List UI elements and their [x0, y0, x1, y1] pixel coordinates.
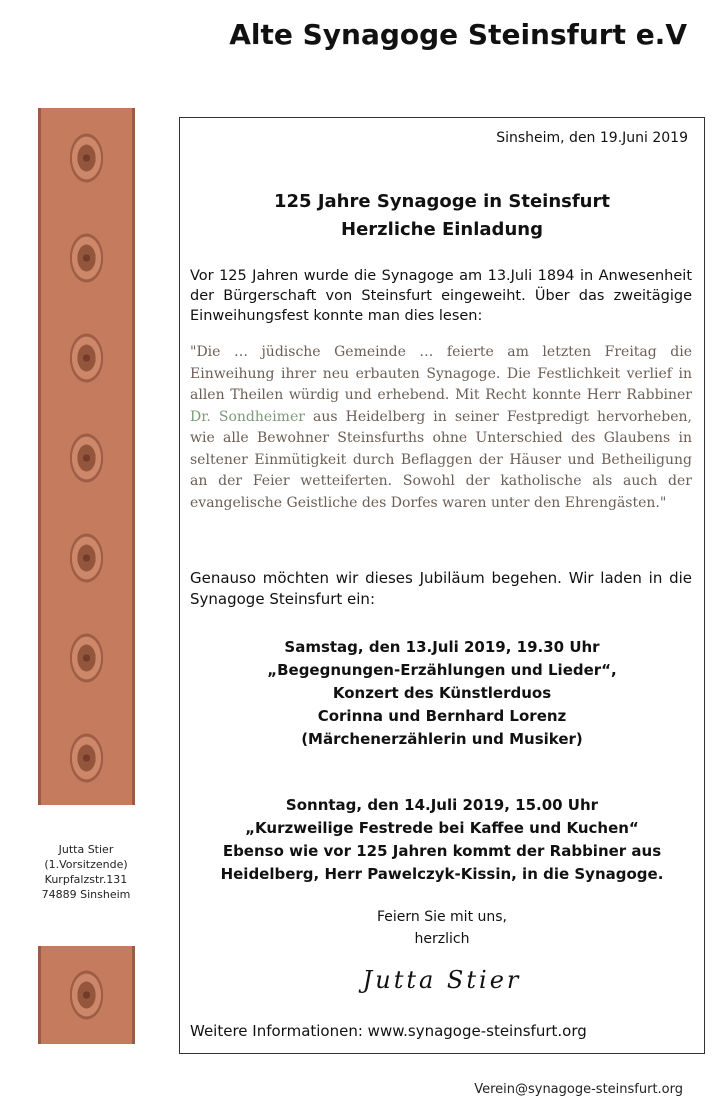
- event-saturday: [180, 636, 704, 751]
- event-line: Konzert des Künstlerduos: [332, 684, 552, 702]
- closing-line-2: herzlich: [414, 931, 470, 947]
- quote-highlight-name: Dr. Sondheimer: [190, 408, 305, 425]
- event-line: „Kurzweilige Festrede bei Kaffee und Kuchen“: [245, 819, 639, 837]
- invitation-paragraph: Genauso möchten wir dieses Jubiläum begehen. Wir laden in die Synagoge Steinsfurt ein:: [190, 569, 692, 608]
- event-line: Ebenso wie vor 125 Jahren kommt der Rabbiner aus: [222, 842, 662, 860]
- contact-street: Kurpfalzstr.131: [44, 873, 128, 886]
- closing-line-1: Feiern Sie mit uns,: [376, 909, 508, 925]
- heading-line-1: 125 Jahre Synagoge in Steinsfurt: [274, 191, 610, 212]
- letter-box: [179, 117, 705, 1054]
- contact-city: 74889 Sinsheim: [41, 888, 131, 901]
- intro-paragraph: Vor 125 Jahren wurde die Synagoge am 13.Juli 1894 in Anwesenheit der Bürgerschaft von Steinsfurt eingeweiht. Über das zweitägige Einweihungsfest konnte man dies lesen:: [190, 268, 692, 324]
- heading-line-2: Herzliche Einladung: [341, 219, 543, 240]
- event-line: Sonntag, den 14.Juli 2019, 15.00 Uhr: [285, 796, 599, 814]
- event-line: Corinna und Bernhard Lorenz: [317, 707, 567, 725]
- more-info-line: Weitere Informationen: www.synagoge-steinsfurt.org: [190, 1022, 587, 1040]
- contact-block: [30, 842, 142, 902]
- event-line: Heidelberg, Herr Pawelczyk-Kissin, in die Synagoge.: [220, 865, 664, 883]
- organization-title: Alte Synagoge Steinsfurt e.V: [229, 18, 687, 51]
- event-line: Samstag, den 13.Juli 2019, 19.30 Uhr: [284, 638, 600, 656]
- quote-text-end: aus Heidelberg in seiner Festpredigt hervorheben, wie alle Bewohner Steinsfurths ohne Unterschied des Glaubens in seltener Einmütigkeit durch Beflaggen der Häuser und Betheiligung an der Feier wetteiferten. Sowohl der katholische als auch der evangelische Geistliche des Dorfes waren unter den Ehrengästen.": [190, 408, 692, 511]
- footer-email: Verein@synagoge-steinsfurt.org: [474, 1082, 683, 1097]
- event-line: „Begegnungen-Erzählungen und Lieder“,: [267, 661, 617, 679]
- quote-text-start: "Die … jüdische Gemeinde … feierte am letzten Freitag die Einweihung ihrer neu erbauten Synagoge. Die Festlichkeit verlief in allen Theilen würdig und erhebend. Mit Recht konnte Herr Rabbiner: [190, 344, 692, 403]
- event-line: (Märchenerzählerin und Musiker): [301, 730, 583, 748]
- decorative-tile-small: [38, 946, 135, 1044]
- signature: Jutta Stier: [362, 966, 522, 994]
- contact-role: (1.Vorsitzende): [44, 858, 128, 871]
- closing-text: [180, 906, 704, 950]
- letter-heading: [180, 188, 704, 244]
- letter-date: Sinsheim, den 19.Juni 2019: [496, 130, 688, 146]
- contact-name: Jutta Stier: [58, 843, 114, 856]
- historical-quote: [190, 342, 692, 514]
- event-sunday: [180, 794, 704, 886]
- decorative-tile-strip: [38, 108, 135, 805]
